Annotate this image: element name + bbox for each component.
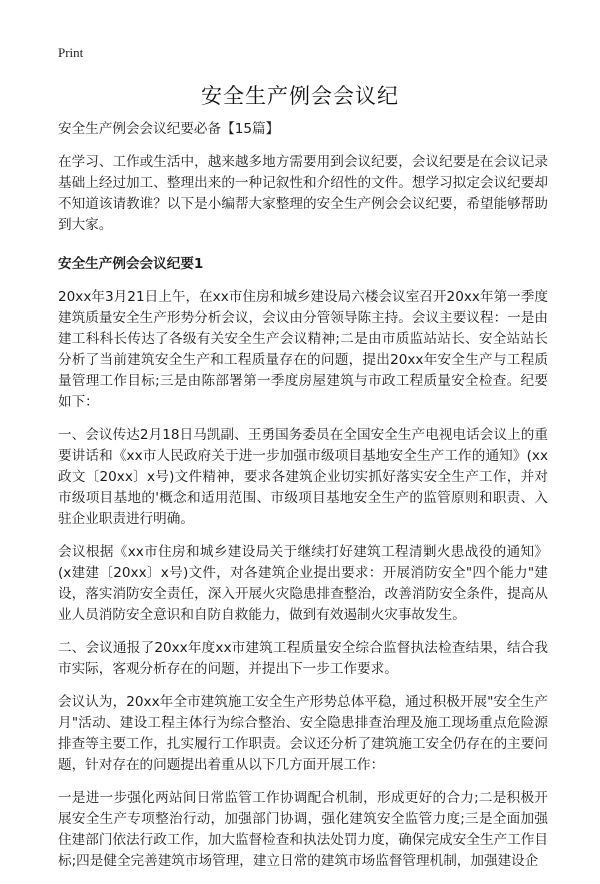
body-paragraph-5: 会议认为，20xx年全市建筑施工安全生产形势总体平稳，通过积极开展"安全生产月"活动、建设工程主体行为综合整治、安全隐患排查治理及施工现场重点危险源排查等主要工作，扎实履行工作职责。会议还分析了建筑施工安全仍存在的主要问题，针对存在的问题提出着重从以下几方面开展工作： — [58, 694, 548, 773]
body-paragraph-4: 二、会议通报了20xx年度xx市建筑工程质量安全综合监督执法检查结果，结合我市实际，客观分析存在的问题，并提出下一步工作要求。 — [58, 640, 548, 677]
body-paragraph-2: 一、会议传达2月18日马凯副、王勇国务委员在全国安全生产电视电话会议上的重要讲话和《xx市人民政府关于进一步加强市级项目基地安全生产工作的通知》(xx政文〔20xx〕x号)文件精神，要求各建筑企业切实抓好落实安全生产工作，并对市级项目基地的'概念和适用范围、市级项目基地安全生产的监管原则和职责、入驻企业职责进行明确。 — [58, 427, 548, 527]
section-heading: 安全生产例会会议纪要1 — [58, 256, 204, 272]
intro-paragraph: 在学习、工作或生活中，越来越多地方需要用到会议纪要，会议纪要是在会议记录基础上经过加工、整理出来的一种记叙性和介绍性的文件。想学习拟定会议纪要却不知道该请教谁？以下是小编帮大家整理的安全生产例会会议纪要，希望能够帮助到大家。 — [58, 154, 548, 233]
document-subtitle: 安全生产例会会议纪要必备【15篇】 — [58, 121, 280, 137]
document-body — [58, 119, 548, 884]
body-paragraph-1: 20xx年3月21日上午，在xx市住房和城乡建设局六楼会议室召开20xx年第一季度建筑质量安全生产形势分析会议，会议由分管领导陈主持。会议主要议程：一是由建工科科长传达了各级有关安全生产会议精神;二是由市质监站站长、安全站站长分析了当前建筑安全生产和工程质量存在的问题，提出20xx年安全生产与工程质量管理工作目标;三是由陈部署第一季度房屋建筑与市政工程质量安全检查。纪要如下： — [58, 289, 548, 410]
document-title: 安全生产例会会议纪 — [201, 84, 399, 108]
body-paragraph-6: 一是进一步强化两站间日常监管工作协调配合机制，形成更好的合力;二是积极开展安全生产专项整治行动，加强部门协调，强化建筑安全监管力度;三是全面加强住建部门依法行政工作，加大监督检查和执法处罚力度，确保完成安全生产工作目标;四是健全完善建筑市场管理，建立日常的建筑市场监督管理机制，加强建设企 — [58, 790, 548, 869]
body-paragraph-3: 会议根据《xx市住房和城乡建设局关于继续打好建筑工程清剿火患战役的通知》(x建建〔20xx〕x号)文件，对各建筑企业提出要求：开展消防安全"四个能力"建设，落实消防安全责任，深入开展火灾隐患排查整治，改善消防安全条件，提高从业人员消防安全意识和自防自救能力，做到有效遏制火灾事故发生。 — [58, 544, 548, 623]
print-link[interactable]: Print — [58, 45, 84, 60]
